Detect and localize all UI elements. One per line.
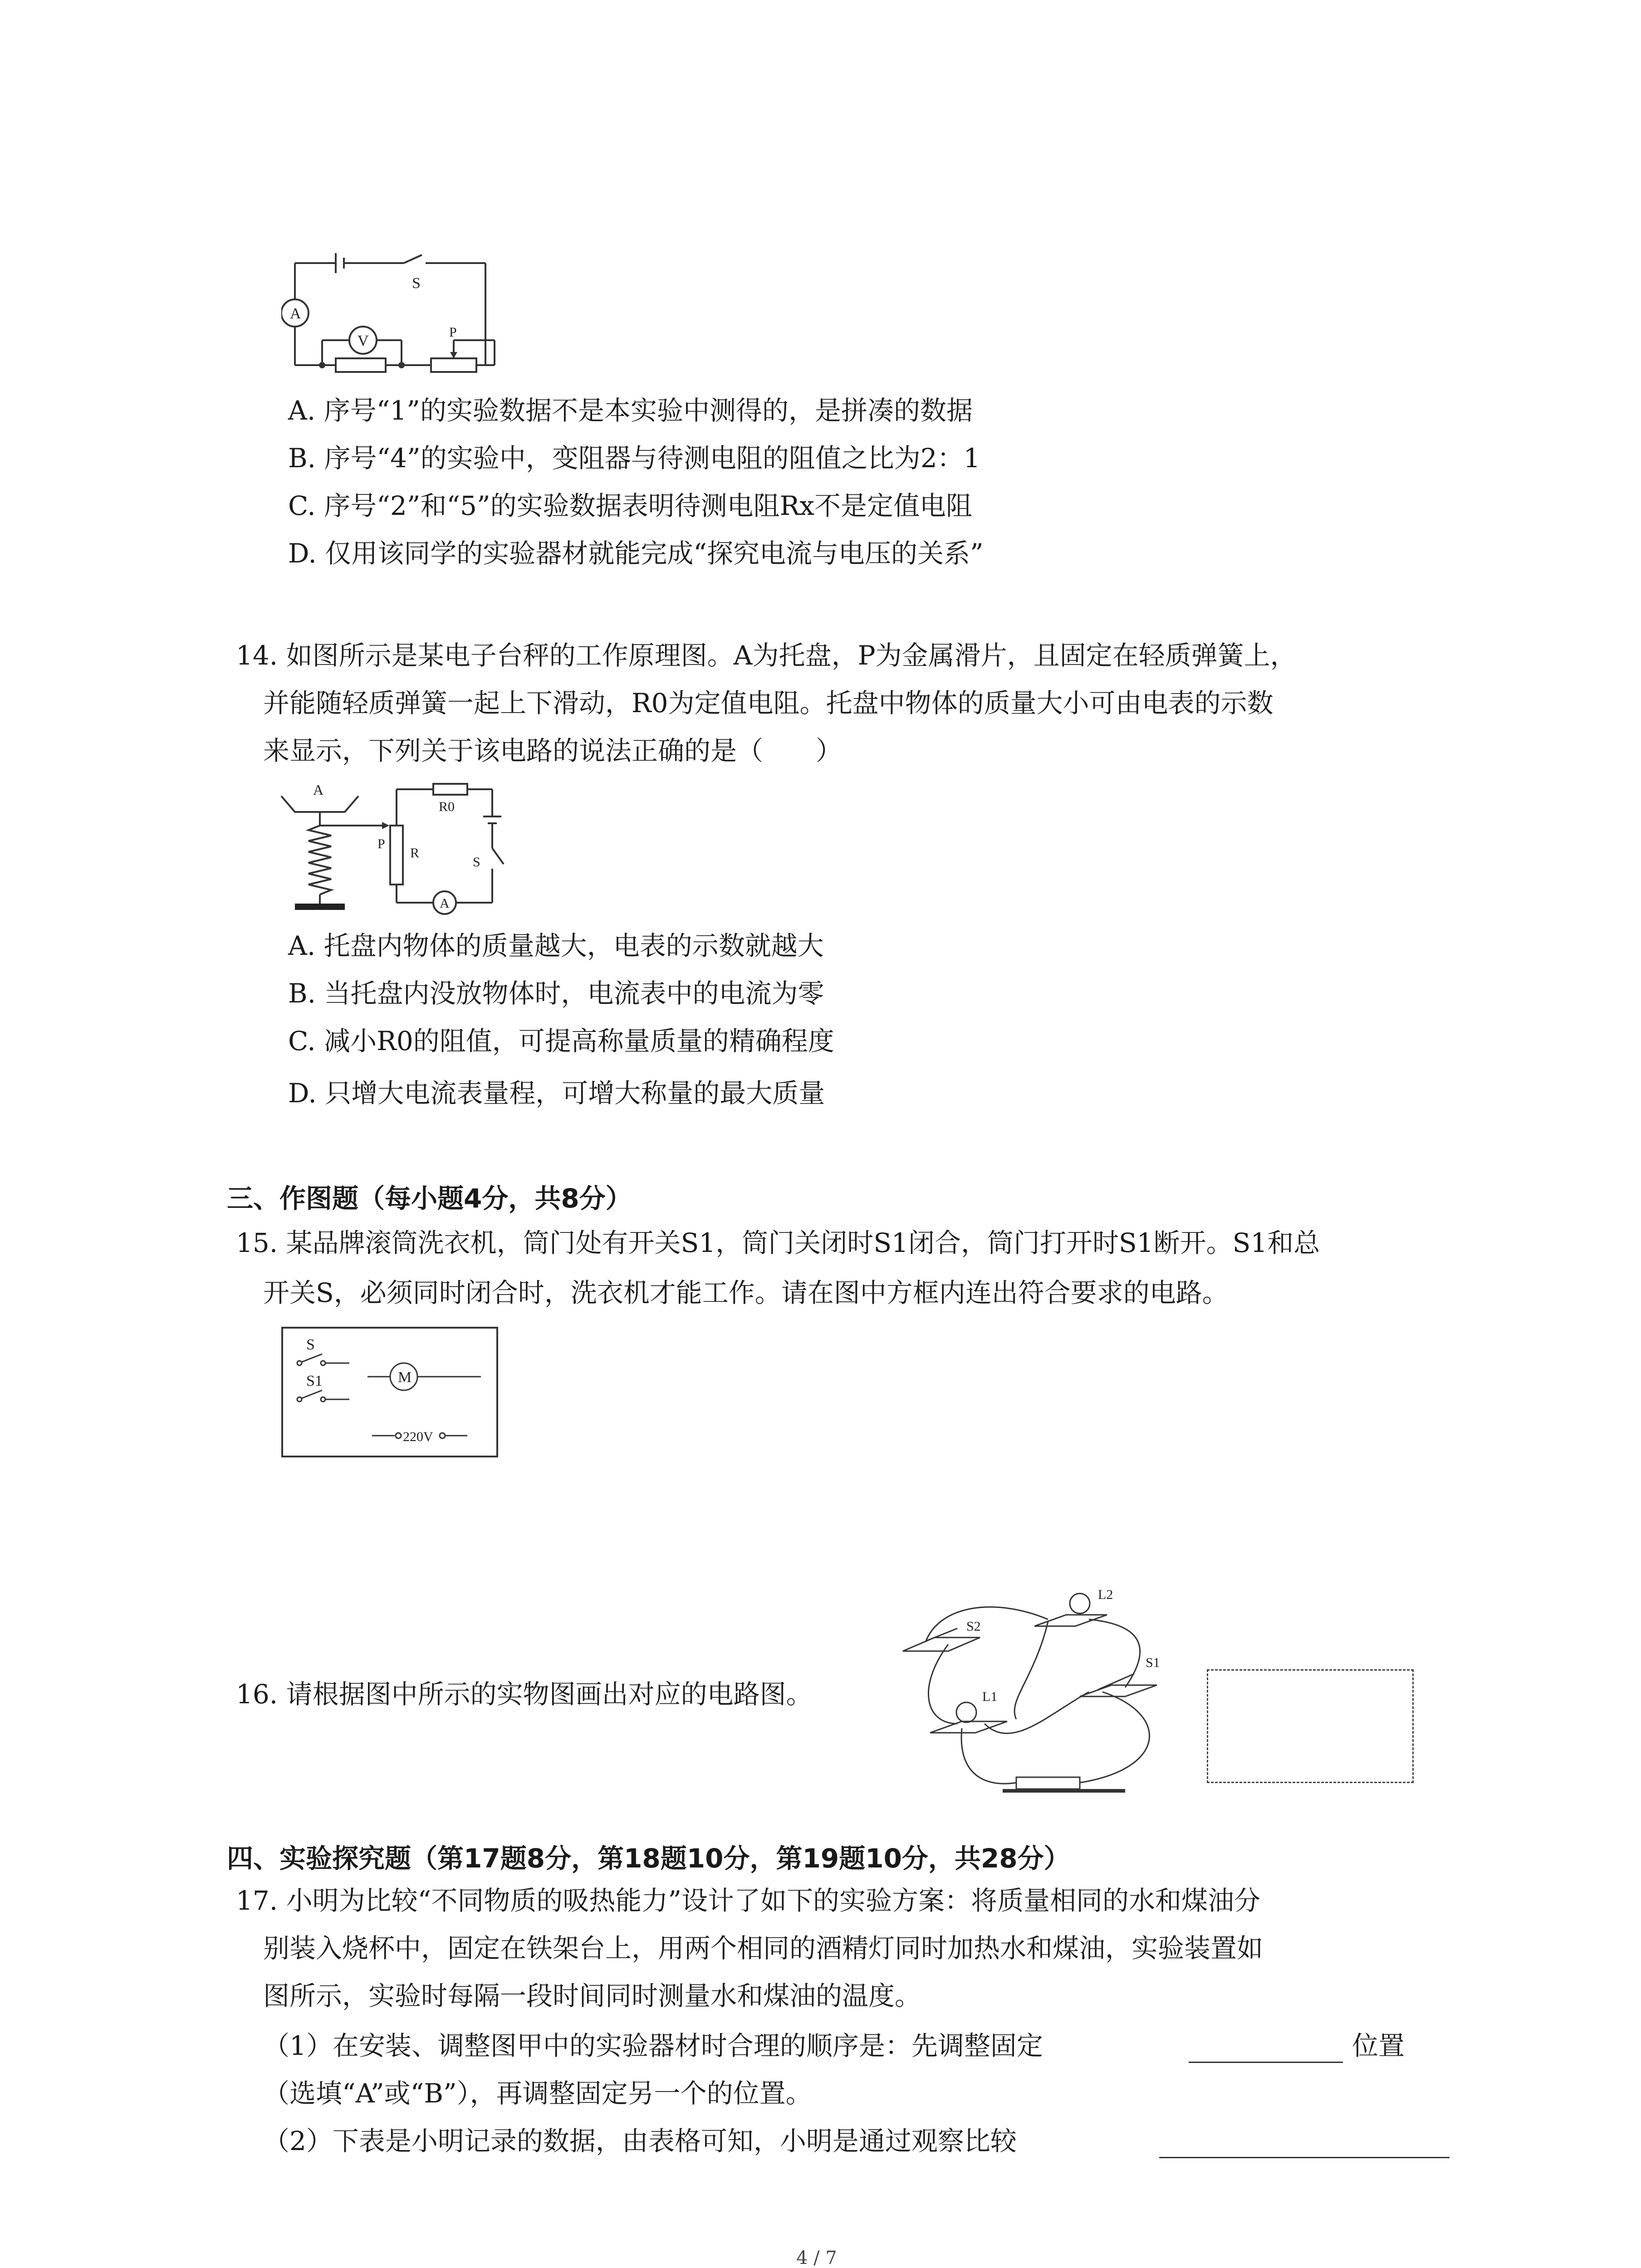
- q15-drawing-box: [281, 1327, 499, 1458]
- q17-stem-line-1: 17. 小明为比较“不同物质的吸热能力”设计了如下的实验方案：将质量相同的水和煤油分: [236, 1885, 1260, 1916]
- q15-switch-s-label: S: [306, 1336, 315, 1353]
- q17-part1-hint: （选填“A”或“B”），再调整固定另一个的位置。: [263, 2078, 812, 2109]
- q14-option-b: B. 当托盘内没放物体时，电流表中的电流为零: [288, 978, 824, 1009]
- q16-l1-label: L1: [982, 1689, 998, 1704]
- q16-l2-label: L2: [1098, 1588, 1113, 1602]
- q14-resistor-label: R: [410, 846, 420, 860]
- q14-stem-line-1: 14. 如图所示是某电子台秤的工作原理图。A为托盘，P为金属滑片，且固定在轻质弹簧上，: [236, 640, 1297, 671]
- q16-physical-circuit-image: [898, 1588, 1189, 1801]
- q15-stem-line-2: 开关S，必须同时闭合时，洗衣机才能工作。请在图中方框内连出符合要求的电路。: [263, 1277, 1229, 1308]
- q14-scale-diagram: [277, 780, 517, 916]
- q13-switch-label: S: [412, 275, 421, 292]
- section-3-heading: 三、作图题（每小题4分，共8分）: [227, 1183, 632, 1214]
- q14-slider-label: P: [377, 836, 385, 851]
- q17-part2-prompt: （2）下表是小明记录的数据，由表格可知，小明是通过观察比较: [263, 2126, 1017, 2156]
- q17-part2-answer-blank[interactable]: [1159, 2157, 1450, 2158]
- q14-switch-label: S: [473, 855, 480, 870]
- q14-option-d: D. 只增大电流表量程，可增大称量的最大质量: [288, 1078, 825, 1109]
- q13-ammeter-label: A: [290, 305, 301, 322]
- q15-voltage-label: 220V: [403, 1429, 433, 1444]
- q14-tray-label: A: [313, 782, 324, 798]
- q14-ammeter-label: A: [440, 896, 450, 911]
- section-4-heading: 四、实验探究题（第17题8分，第18题10分，第19题10分，共28分）: [227, 1843, 1070, 1874]
- q17-stem-line-2: 别装入烧杯中，固定在铁架台上，用两个相同的酒精灯同时加热水和煤油，实验装置如: [263, 1933, 1264, 1964]
- q15-motor-label: M: [398, 1369, 412, 1386]
- q14-option-a: A. 托盘内物体的质量越大，电表的示数就越大: [288, 930, 824, 961]
- q13-slider-label: P: [449, 325, 457, 340]
- q14-option-c: C. 减小R0的阻值，可提高称量质量的精确程度: [288, 1026, 834, 1056]
- q17-stem-line-3: 图所示，实验时每隔一段时间同时测量水和煤油的温度。: [263, 1980, 921, 2011]
- q16-s1-label: S1: [1146, 1655, 1160, 1670]
- q16-answer-box[interactable]: [1207, 1669, 1414, 1783]
- q16-s2-label: S2: [966, 1619, 981, 1634]
- q13-option-b: B. 序号“4”的实验中，变阻器与待测电阻的阻值之比为2：1: [288, 443, 980, 474]
- q14-stem-line-2: 并能随轻质弹簧一起上下滑动，R0为定值电阻。托盘中物体的质量大小可由电表的示数: [263, 688, 1274, 719]
- q15-stem-line-1: 15. 某品牌滚筒洗衣机，筒门处有开关S1，筒门关闭时S1闭合，筒门打开时S1断开。S1和总: [236, 1227, 1320, 1258]
- q14-r0-label: R0: [439, 799, 455, 814]
- q17-part1-unit: 位置: [1352, 2030, 1405, 2061]
- q15-switch-s1-label: S1: [306, 1373, 323, 1389]
- q14-stem-line-3: 来显示，下列关于该电路的说法正确的是（ ）: [263, 735, 843, 766]
- q13-option-c: C. 序号“2”和“5”的实验数据表明待测电阻Rx不是定值电阻: [288, 490, 972, 521]
- q16-stem: 16. 请根据图中所示的实物图画出对应的电路图。: [236, 1679, 813, 1710]
- q13-voltmeter-label: V: [358, 332, 369, 349]
- q13-option-d: D. 仅用该同学的实验器材就能完成“探究电流与电压的关系”: [288, 538, 984, 569]
- page-number: 4 / 7: [796, 2248, 837, 2268]
- q13-option-a: A. 序号“1”的实验数据不是本实验中测得的，是拼凑的数据: [288, 395, 973, 426]
- q13-circuit-diagram: [281, 245, 499, 390]
- q17-part1-prompt: （1）在安装、调整图甲中的实验器材时合理的顺序是：先调整固定: [263, 2030, 1043, 2061]
- q17-part1-answer-blank[interactable]: [1189, 2062, 1343, 2063]
